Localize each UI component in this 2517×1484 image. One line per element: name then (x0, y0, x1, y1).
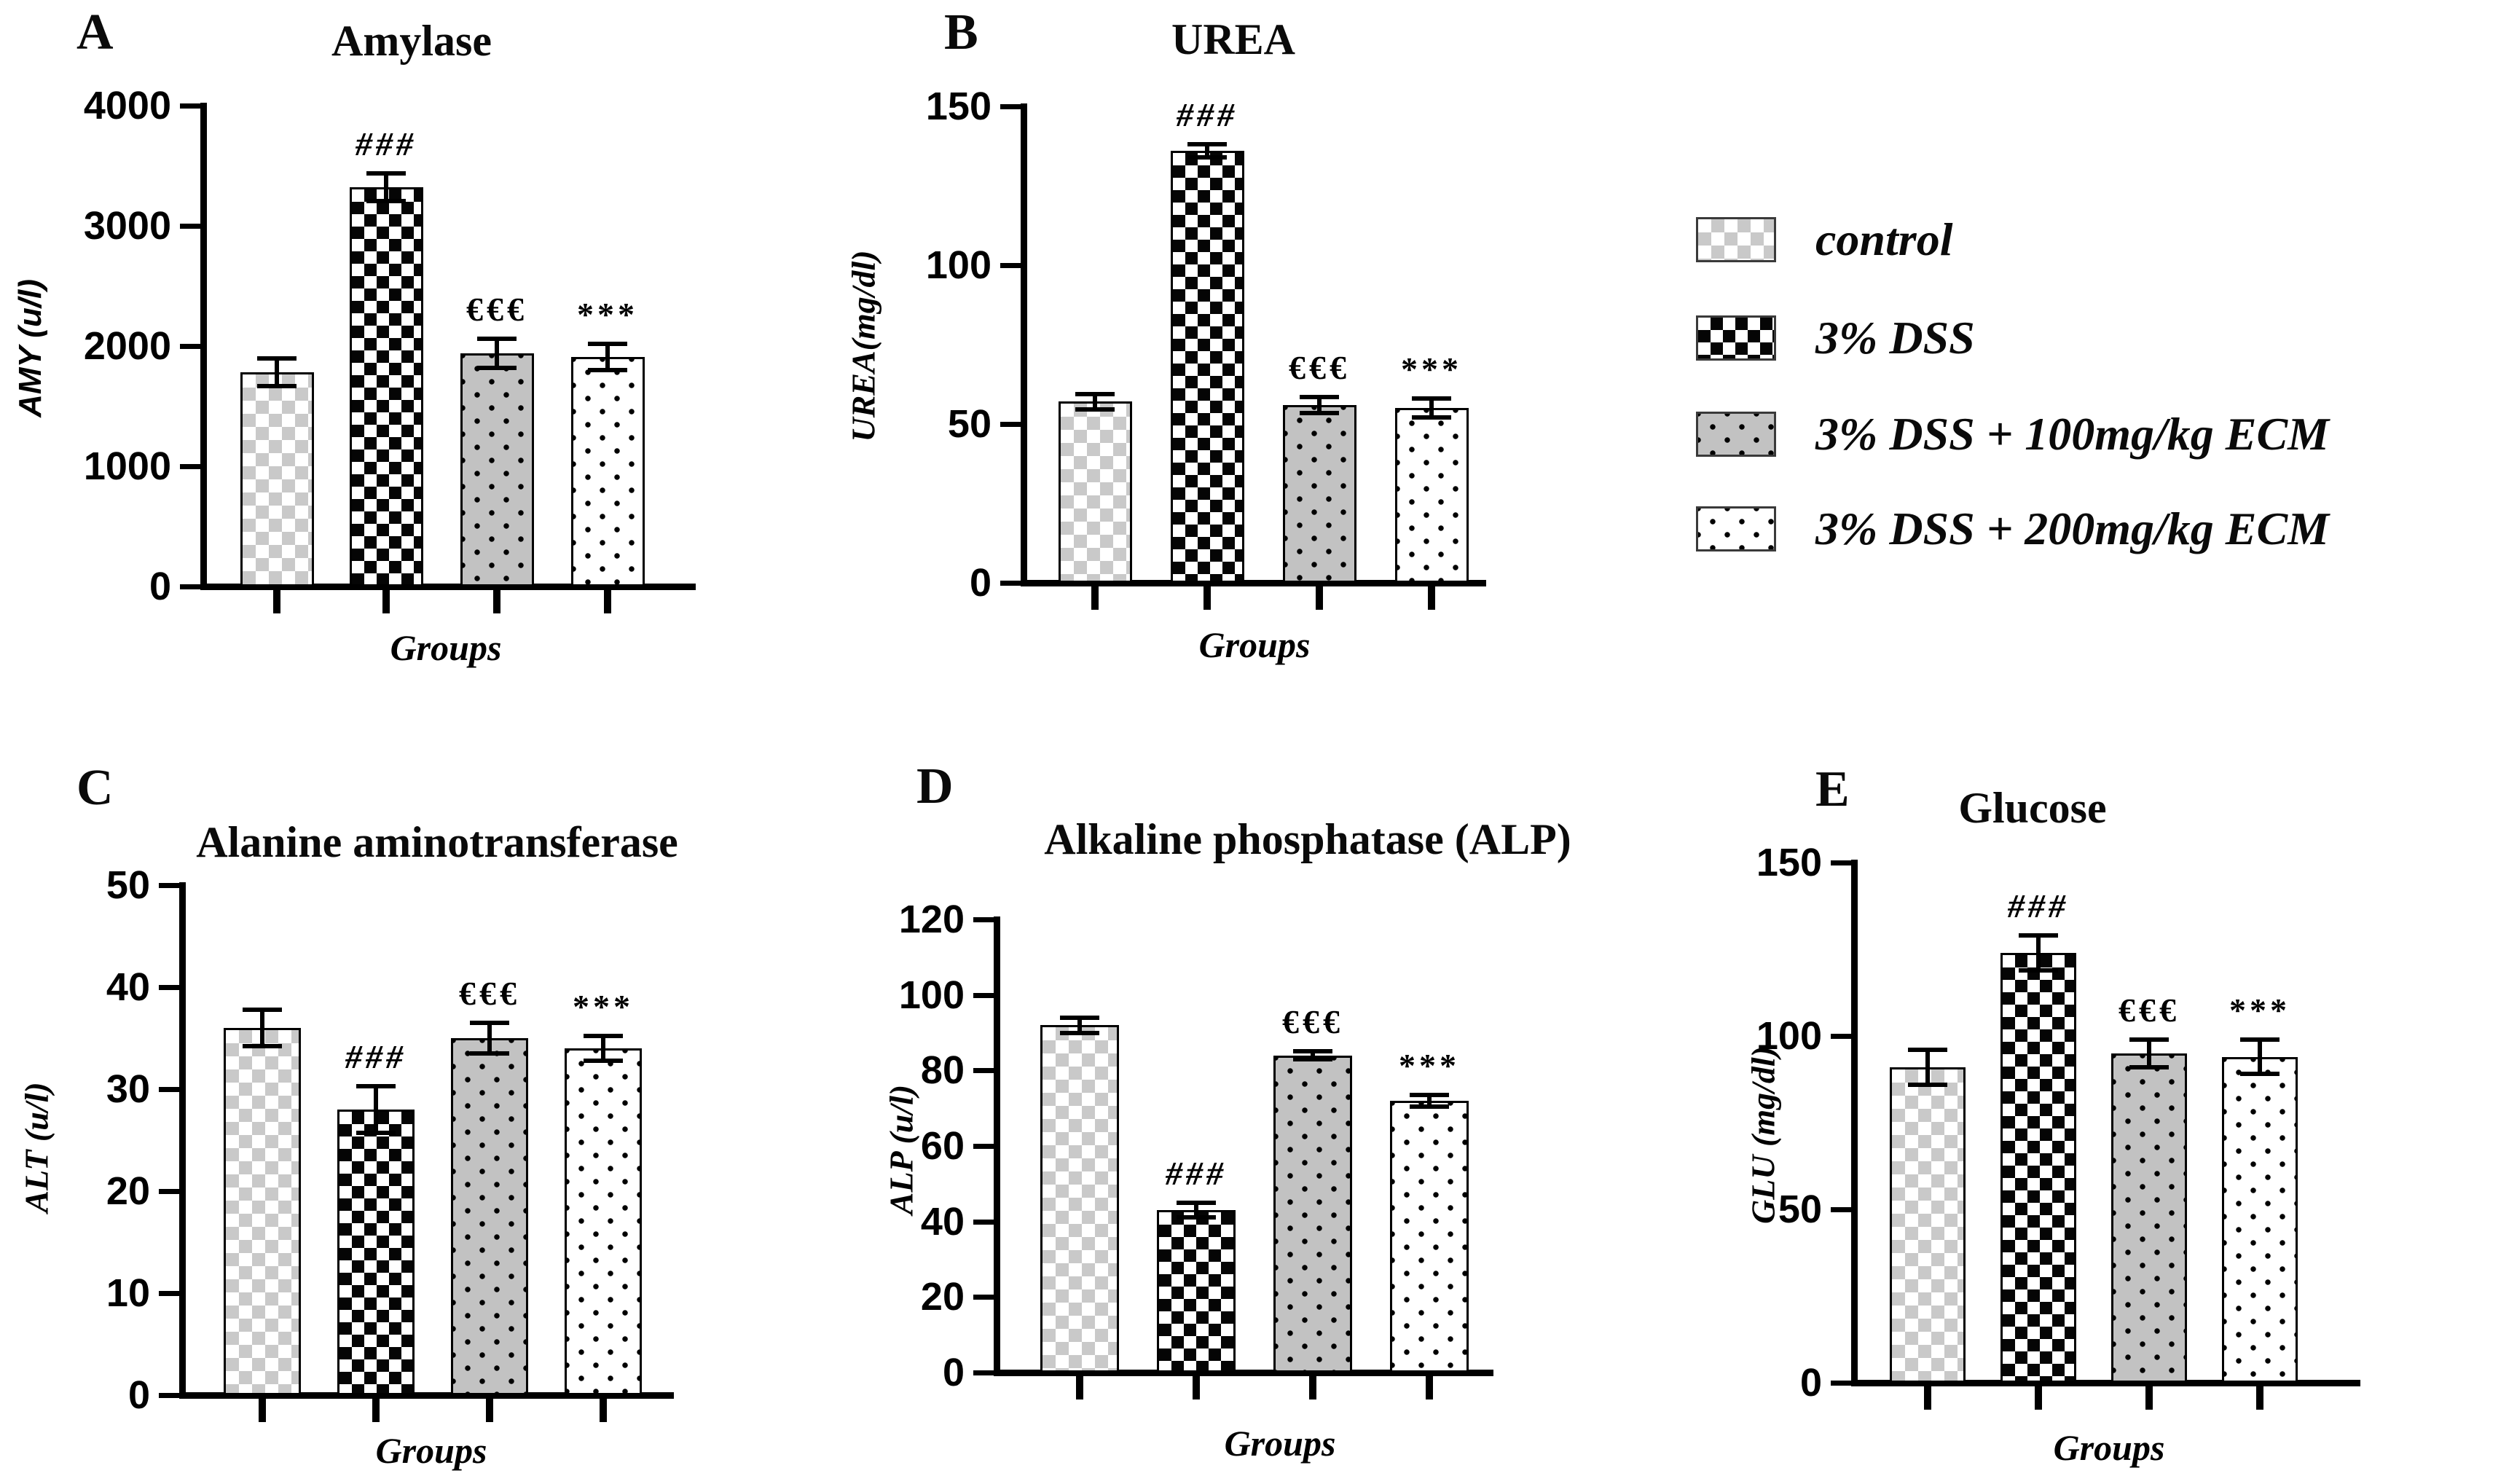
error-bar-cap-bottom (1293, 1057, 1332, 1061)
error-bar-line (2147, 1040, 2151, 1067)
error-bar-cap-bottom (1187, 155, 1227, 160)
error-bar-line (495, 339, 499, 368)
legend-swatch-ecm200 (1696, 506, 1776, 551)
error-bar-line (487, 1023, 492, 1053)
y-tick-label: 20 (920, 1275, 965, 1319)
error-bar-cap-top (243, 1008, 282, 1012)
y-tick-mark (159, 985, 182, 990)
bar-ecm200 (1395, 408, 1469, 583)
error-bar-cap-bottom (1412, 415, 1451, 420)
error-bar-cap-top (1908, 1048, 1947, 1052)
bar-ecm200 (2222, 1057, 2298, 1383)
bar-dss (337, 1110, 415, 1395)
significance-label: €€€ (466, 291, 527, 329)
y-tick-mark (1000, 263, 1024, 268)
x-tick-mark (604, 590, 611, 613)
chart-e-title: Glucose (1958, 784, 2107, 832)
error-bar-cap-top (257, 356, 297, 361)
x-tick-mark (1428, 586, 1435, 610)
chart-c-title: Alanine aminotransferase (196, 818, 678, 866)
x-tick-mark (2035, 1386, 2042, 1410)
y-tick-mark (180, 224, 203, 229)
error-bar-cap-bottom (243, 1044, 282, 1048)
y-tick-mark (973, 1370, 997, 1375)
y-tick-label: 50 (947, 402, 992, 446)
significance-label: ### (2008, 887, 2069, 924)
panel-c-letter: C (76, 760, 114, 816)
chart-b-y-axis-label: UREA(mg/dl) (844, 250, 882, 442)
chart-a-title: Amylase (331, 17, 492, 65)
x-tick-mark (1426, 1376, 1433, 1399)
error-bar-cap-top (2240, 1037, 2280, 1042)
y-tick-label: 100 (925, 243, 992, 287)
significance-label: ### (345, 1037, 407, 1075)
error-bar-cap-bottom (1410, 1104, 1449, 1109)
error-bar-cap-bottom (356, 1131, 396, 1135)
y-tick-label: 80 (920, 1048, 965, 1093)
significance-label: *** (2229, 991, 2290, 1029)
y-tick-label: 4000 (83, 84, 171, 127)
x-tick-mark (2256, 1386, 2263, 1410)
significance-label: €€€ (1289, 348, 1350, 386)
panel-d-letter: D (916, 758, 954, 814)
error-bar-cap-top (588, 342, 627, 346)
y-tick-mark (973, 1220, 997, 1225)
error-bar-line (2036, 935, 2041, 970)
bar-control (224, 1028, 301, 1395)
legend-label-control: control (1815, 213, 1953, 265)
error-bar-line (374, 1086, 378, 1133)
y-tick-mark (180, 584, 203, 589)
error-bar-cap-top (2019, 933, 2058, 938)
chart-a-y-axis-label: AMY (u/l) (12, 279, 48, 417)
error-bar-cap-top (1412, 396, 1451, 401)
y-tick-mark (159, 883, 182, 888)
y-tick-label: 0 (149, 565, 171, 608)
y-tick-mark (973, 993, 997, 998)
chart-d-y-axis-label: ALP (u/l) (882, 1084, 920, 1215)
error-bar-cap-top (1300, 395, 1339, 399)
error-bar-cap-top (1075, 392, 1115, 396)
panel-a-letter: A (76, 4, 114, 60)
bar-ecm100 (1283, 405, 1356, 583)
y-tick-mark (159, 1189, 182, 1194)
chart-d-x-axis-label: Groups (1224, 1423, 1336, 1464)
error-bar-cap-top (584, 1034, 623, 1038)
error-bar-cap-top (1060, 1016, 1099, 1020)
y-tick-mark (159, 1087, 182, 1092)
legend-swatch-ecm100 (1696, 412, 1776, 457)
error-bar-line (1925, 1050, 1930, 1085)
legend-label-dss: 3% DSS (1815, 312, 1975, 364)
error-bar-cap-top (477, 337, 517, 341)
error-bar-cap-top (470, 1021, 509, 1025)
chart-b-y-axis (1021, 103, 1027, 586)
x-tick-mark (2145, 1386, 2153, 1410)
bar-ecm100 (460, 353, 534, 586)
chart-c-x-axis-label: Groups (375, 1430, 487, 1471)
bar-dss (350, 187, 423, 586)
y-tick-label: 120 (898, 898, 965, 941)
y-tick-label: 0 (1799, 1361, 1822, 1405)
y-tick-mark (159, 1291, 182, 1296)
error-bar-cap-bottom (257, 384, 297, 388)
significance-label: *** (573, 988, 634, 1026)
bar-ecm200 (1390, 1101, 1469, 1373)
y-tick-label: 40 (106, 965, 150, 1009)
y-tick-label: 0 (969, 561, 992, 605)
x-tick-mark (273, 590, 280, 613)
error-bar-cap-top (1187, 142, 1227, 146)
legend-swatch-control (1696, 217, 1776, 262)
y-tick-label: 0 (127, 1373, 150, 1417)
error-bar-cap-bottom (584, 1059, 623, 1063)
error-bar-line (605, 344, 610, 370)
significance-label: ### (1177, 96, 1238, 134)
y-tick-label: 10 (106, 1271, 150, 1315)
y-tick-mark (180, 464, 203, 469)
error-bar-cap-bottom (2129, 1065, 2169, 1069)
y-tick-mark (180, 103, 203, 109)
chart-c-y-axis-label: ALT (u/l) (17, 1082, 55, 1213)
y-tick-mark (159, 1393, 182, 1398)
y-tick-mark (1000, 104, 1024, 109)
y-tick-mark (1831, 1207, 1854, 1212)
error-bar-cap-top (356, 1084, 396, 1088)
error-bar-cap-bottom (2240, 1072, 2280, 1076)
bar-ecm200 (571, 357, 645, 586)
y-tick-label: 3000 (83, 204, 171, 248)
y-tick-label: 150 (925, 85, 992, 128)
error-bar-cap-bottom (1075, 407, 1115, 412)
y-tick-mark (1831, 1034, 1854, 1039)
error-bar-cap-bottom (1908, 1083, 1947, 1087)
y-tick-mark (973, 917, 997, 922)
significance-label: *** (577, 295, 638, 333)
bar-dss (1157, 1210, 1236, 1373)
y-tick-label: 0 (942, 1351, 965, 1394)
bar-dss (2000, 953, 2076, 1383)
x-tick-mark (1316, 586, 1323, 610)
error-bar-cap-top (1177, 1201, 1216, 1205)
y-tick-label: 30 (106, 1067, 150, 1111)
error-bar-cap-bottom (588, 368, 627, 372)
error-bar-line (2258, 1040, 2262, 1075)
error-bar-line (601, 1036, 605, 1061)
legend-label-ecm200: 3% DSS + 200mg/kg ECM (1815, 503, 2330, 554)
x-tick-mark (259, 1399, 266, 1422)
chart-e-x-axis-label: Groups (2053, 1427, 2165, 1468)
error-bar-cap-bottom (366, 199, 406, 203)
bar-control (240, 372, 314, 586)
y-tick-label: 150 (1756, 841, 1822, 884)
error-bar-line (275, 358, 279, 386)
legend-swatch-dss (1696, 315, 1776, 361)
panel-e-letter: E (1815, 761, 1850, 817)
x-tick-mark (1309, 1376, 1316, 1399)
y-tick-mark (1831, 1381, 1854, 1386)
significance-label: €€€ (1282, 1003, 1343, 1041)
significance-label: ### (356, 125, 417, 163)
y-tick-label: 50 (1778, 1187, 1822, 1231)
bar-ecm100 (2111, 1053, 2187, 1383)
error-bar-cap-top (366, 171, 406, 176)
x-tick-mark (1924, 1386, 1931, 1410)
x-tick-mark (382, 590, 390, 613)
y-tick-mark (1000, 581, 1024, 586)
error-bar-line (384, 173, 388, 201)
y-tick-mark (973, 1144, 997, 1149)
x-tick-mark (1076, 1376, 1083, 1399)
y-tick-label: 40 (920, 1199, 965, 1244)
legend-label-ecm100: 3% DSS + 100mg/kg ECM (1815, 408, 2330, 460)
bar-ecm100 (1273, 1056, 1352, 1373)
bar-control (1040, 1025, 1119, 1373)
y-tick-mark (973, 1295, 997, 1300)
chart-a-x-axis-label: Groups (390, 627, 502, 668)
chart-b-title: UREA (1171, 15, 1296, 63)
y-tick-mark (973, 1068, 997, 1073)
y-tick-label: 1000 (83, 444, 171, 488)
bar-ecm100 (451, 1038, 528, 1395)
y-tick-mark (180, 344, 203, 349)
bar-control (1059, 401, 1132, 583)
bar-dss (1171, 151, 1244, 583)
chart-d-title: Alkaline phosphatase (ALP) (1044, 815, 1571, 863)
y-tick-label: 20 (106, 1169, 150, 1213)
chart-c-y-axis (179, 882, 186, 1399)
y-tick-mark (1000, 422, 1024, 427)
significance-label: *** (1401, 350, 1462, 388)
significance-label: ### (1166, 1154, 1227, 1192)
x-tick-mark (493, 590, 500, 613)
x-tick-mark (1203, 586, 1211, 610)
error-bar-cap-bottom (1060, 1031, 1099, 1035)
y-tick-label: 100 (1756, 1014, 1822, 1058)
chart-b-x-axis-label: Groups (1198, 624, 1311, 665)
x-tick-mark (1091, 586, 1099, 610)
x-tick-mark (486, 1399, 493, 1422)
error-bar-cap-bottom (2019, 968, 2058, 973)
significance-label: €€€ (459, 975, 520, 1012)
y-tick-label: 50 (106, 863, 150, 907)
y-tick-mark (1831, 860, 1854, 865)
y-tick-label: 2000 (83, 324, 171, 368)
significance-label: *** (1399, 1047, 1460, 1085)
error-bar-cap-top (1410, 1093, 1449, 1097)
chart-e-y-axis-label: GLU (mg/dl) (1744, 1045, 1782, 1225)
x-tick-mark (372, 1399, 380, 1422)
error-bar-cap-bottom (470, 1051, 509, 1056)
significance-label: €€€ (2119, 991, 2180, 1029)
bar-ecm200 (565, 1048, 642, 1395)
bar-control (1890, 1067, 1966, 1383)
x-tick-mark (600, 1399, 607, 1422)
error-bar-cap-top (1293, 1049, 1332, 1053)
panel-b-letter: B (944, 4, 978, 60)
error-bar-line (260, 1010, 264, 1046)
error-bar-cap-bottom (1300, 411, 1339, 415)
error-bar-cap-top (2129, 1037, 2169, 1042)
error-bar-cap-bottom (1177, 1215, 1216, 1220)
y-tick-label: 100 (898, 973, 965, 1017)
x-tick-mark (1193, 1376, 1200, 1399)
y-tick-label: 60 (920, 1124, 965, 1168)
chart-e-y-axis (1851, 860, 1858, 1386)
error-bar-cap-bottom (477, 366, 517, 370)
